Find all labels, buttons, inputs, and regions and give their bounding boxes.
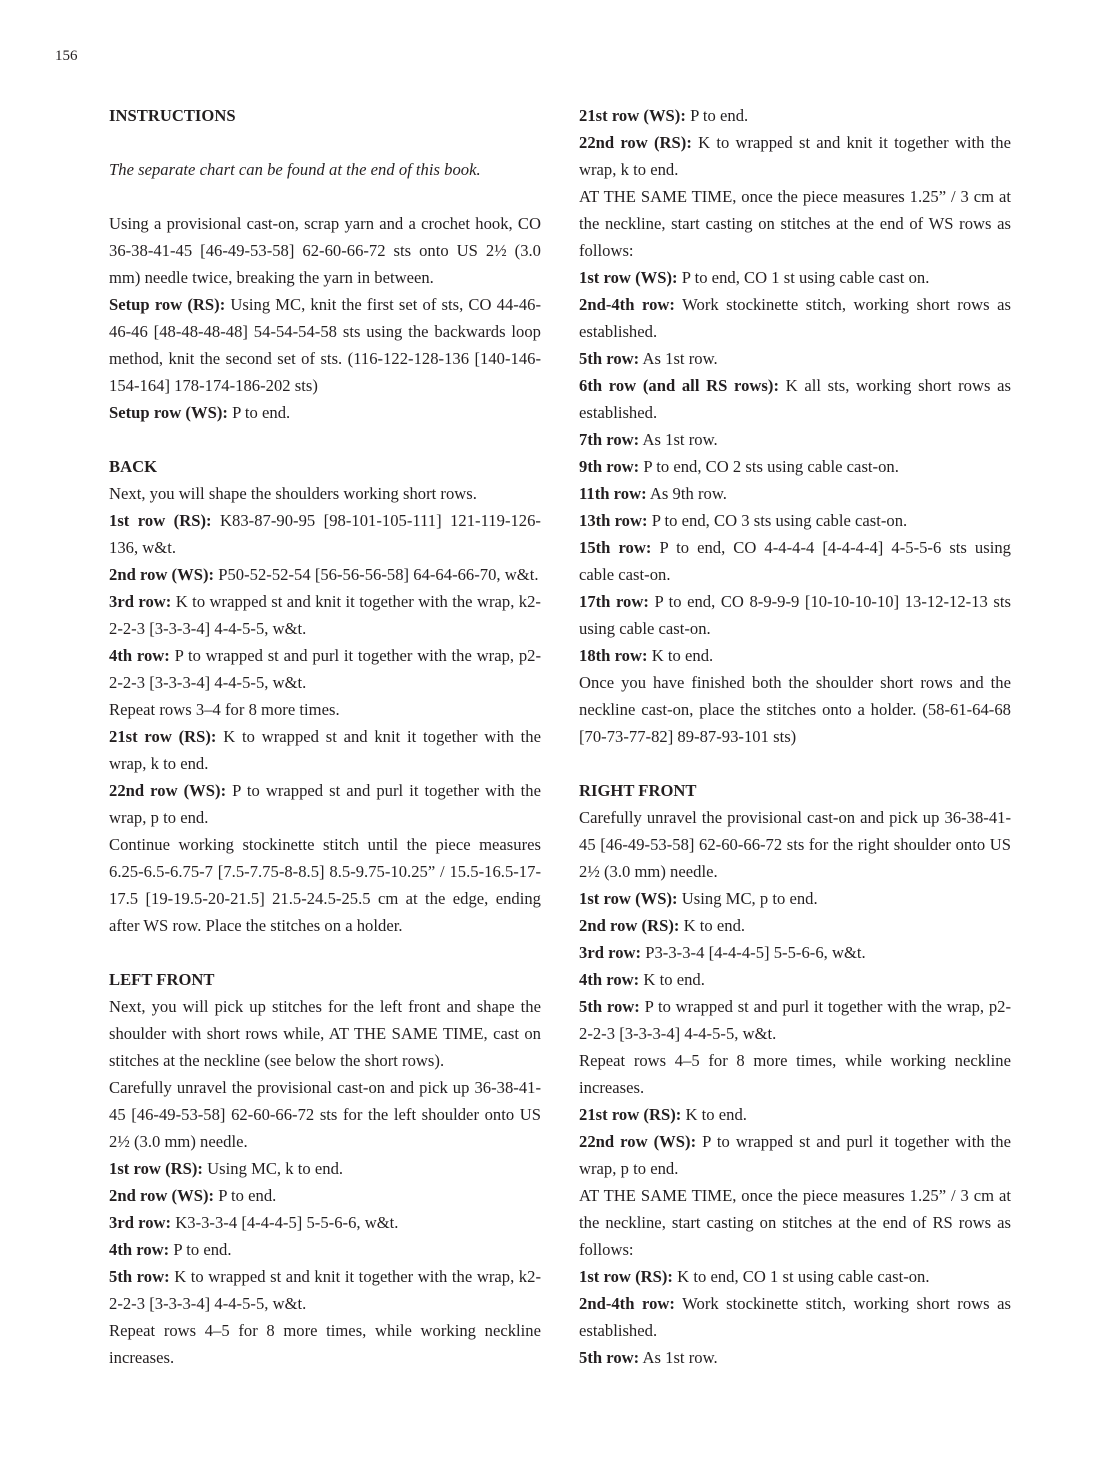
row-text: As 1st row. — [639, 349, 718, 368]
chart-note: The separate chart can be found at the end of this book. — [109, 160, 481, 179]
row-label: 3rd row: — [109, 1213, 172, 1232]
row-text: P to end. — [169, 1240, 232, 1259]
row-label: 5th row: — [109, 1267, 170, 1286]
row-label: 1st row (RS): — [109, 511, 212, 530]
row-label: 17th row: — [579, 592, 649, 611]
row-label: 9th row: — [579, 457, 640, 476]
row-label: 2nd row (WS): — [109, 1186, 215, 1205]
left-front-repeat: Repeat rows 4–5 for 8 more times, while working neckline increases. — [109, 1321, 541, 1367]
row-label: 7th row: — [579, 430, 640, 449]
row-text: P to wrapped st and purl it together with the wrap, p2-2-2-3 [3-3-3-4] 4-4-5-5, w&t. — [579, 997, 1012, 1043]
page-number: 156 — [55, 48, 78, 64]
instruction-row — [579, 1290, 1011, 1344]
row-label: 22nd row (RS): — [579, 133, 692, 152]
row-text: K to end, CO 1 st using cable cast-on. — [672, 1267, 930, 1286]
row-text: K83-87-90-95 [98-101-105-111] 121-119-126-136, w&t. — [109, 511, 541, 557]
instruction-row — [579, 345, 1011, 372]
instruction-row — [109, 588, 541, 642]
row-text: Work stockinette stitch, working short rows as established. — [579, 1294, 1011, 1340]
instruction-row — [579, 1344, 1011, 1371]
instruction-row — [579, 372, 1011, 426]
row-label: 2nd-4th row: — [579, 295, 675, 314]
row-text: P to end, CO 4-4-4-4 [4-4-4-4] 4-5-5-6 sts using cable cast-on. — [579, 538, 1011, 584]
left-column — [109, 102, 541, 1371]
row-text: P to wrapped st and purl it together with the wrap, p to end. — [109, 781, 542, 827]
row-text: K to end. — [679, 916, 746, 935]
instruction-row — [579, 129, 1011, 183]
row-text: K to wrapped st and knit it together with the wrap, k to end. — [109, 727, 541, 773]
instruction-row — [579, 993, 1011, 1047]
instruction-row — [109, 1209, 541, 1236]
instruction-row — [109, 507, 541, 561]
row-label: 4th row: — [109, 646, 170, 665]
row-label: Setup row (RS): — [109, 295, 226, 314]
instruction-row — [109, 723, 541, 777]
instructions-heading: INSTRUCTIONS — [109, 106, 236, 125]
row-label: 2nd row (RS): — [579, 916, 680, 935]
instruction-row — [109, 777, 541, 831]
instruction-row — [109, 1263, 541, 1317]
row-label: 1st row (RS): — [579, 1267, 673, 1286]
left-front-finish: Once you have finished both the shoulder short rows and the neckline cast-on, place the stitches onto a holder. (58-61-64-68 [70-73-77-82] 89-87-93-101 sts) — [579, 673, 1011, 746]
row-label: 21st row (RS): — [109, 727, 217, 746]
row-text: P to wrapped st and purl it together with the wrap, p2-2-2-3 [3-3-3-4] 4-4-5-5, w&t. — [109, 646, 542, 692]
instruction-row — [579, 507, 1011, 534]
row-text: P50-52-52-54 [56-56-56-58] 64-64-66-70, w&t. — [214, 565, 539, 584]
left-front-same-time: AT THE SAME TIME, once the piece measures 1.25” / 3 cm at the neckline, start casting on stitches at the end of WS rows as follows: — [579, 187, 1011, 260]
row-text: P to wrapped st and purl it together with the wrap, p to end. — [579, 1132, 1012, 1178]
row-text: K to wrapped st and knit it together with the wrap, k2-2-2-3 [3-3-3-4] 4-4-5-5, w&t. — [109, 592, 541, 638]
row-label: 1st row (WS): — [579, 889, 678, 908]
row-label: 5th row: — [579, 997, 640, 1016]
row-label: 21st row (WS): — [579, 106, 686, 125]
setup-row-ws — [109, 399, 541, 426]
row-label: 18th row: — [579, 646, 648, 665]
row-label: Setup row (WS): — [109, 403, 228, 422]
instruction-row — [579, 1101, 1011, 1128]
row-label: 6th row (and all RS rows): — [579, 376, 779, 395]
instruction-row — [579, 291, 1011, 345]
row-label: 3rd row: — [109, 592, 172, 611]
instruction-row — [579, 642, 1011, 669]
row-label: 11th row: — [579, 484, 647, 503]
row-text: P3-3-3-4 [4-4-4-5] 5-5-6-6, w&t. — [641, 943, 866, 962]
row-label: 22nd row (WS): — [579, 1132, 697, 1151]
row-text: P to end, CO 8-9-9-9 [10-10-10-10] 13-12-12-13 sts using cable cast-on. — [579, 592, 1011, 638]
row-text: As 1st row. — [639, 430, 718, 449]
row-label: 5th row: — [579, 349, 640, 368]
back-continue: Continue working stockinette stitch until the piece measures 6.25-6.5-6.75-7 [7.5-7.75-8-8.5] 8.5-9.75-10.25” / 15.5-16.5-17-17.5 [19-19.5-20-21.5] 21.5-24.5-25.5 cm at the edge, ending after WS row. Place the stitches on a holder. — [109, 835, 541, 935]
right-column — [579, 102, 1011, 1371]
instruction-row — [579, 480, 1011, 507]
row-label: 5th row: — [579, 1348, 640, 1367]
row-label: 4th row: — [109, 1240, 170, 1259]
instruction-row — [579, 939, 1011, 966]
setup-row-rs — [109, 291, 541, 399]
row-label: 21st row (RS): — [579, 1105, 682, 1124]
row-text: K to end. — [639, 970, 705, 989]
instruction-row — [109, 1182, 541, 1209]
row-text: K to wrapped st and knit it together with the wrap, k to end. — [579, 133, 1011, 179]
row-label: 22nd row (WS): — [109, 781, 227, 800]
row-label: 1st row (WS): — [579, 268, 678, 287]
instruction-row — [579, 912, 1011, 939]
instruction-row — [579, 426, 1011, 453]
instruction-row — [579, 534, 1011, 588]
row-text: K all sts, working short rows as established. — [579, 376, 1011, 422]
left-front-pickup: Carefully unravel the provisional cast-on and pick up 36-38-41-45 [46-49-53-58] 62-60-66-72 sts for the left shoulder onto US 2½ (3.0 mm) needle. — [109, 1078, 541, 1151]
row-text: Using MC, p to end. — [677, 889, 818, 908]
instruction-row — [579, 966, 1011, 993]
row-text: K to wrapped st and knit it together with the wrap, k2-2-2-3 [3-3-3-4] 4-4-5-5, w&t. — [109, 1267, 541, 1313]
row-label: 3rd row: — [579, 943, 642, 962]
row-text: K3-3-3-4 [4-4-4-5] 5-5-6-6, w&t. — [171, 1213, 399, 1232]
instruction-row — [579, 1263, 1011, 1290]
instruction-row — [579, 102, 1011, 129]
left-front-intro: Next, you will pick up stitches for the left front and shape the shoulder with short rows while, AT THE SAME TIME, cast on stitches at the neckline (see below the short rows). — [109, 997, 541, 1070]
back-heading: BACK — [109, 457, 158, 476]
row-label: 1st row (RS): — [109, 1159, 203, 1178]
row-text: P to end. — [227, 403, 291, 422]
row-text: K to end. — [681, 1105, 747, 1124]
row-text: As 1st row. — [639, 1348, 718, 1367]
instruction-row — [579, 264, 1011, 291]
instruction-row — [109, 1236, 541, 1263]
row-text: Work stockinette stitch, working short rows as established. — [579, 295, 1011, 341]
row-text: As 9th row. — [646, 484, 727, 503]
row-label: 4th row: — [579, 970, 640, 989]
row-label: 2nd-4th row: — [579, 1294, 675, 1313]
instruction-row — [579, 588, 1011, 642]
right-front-repeat: Repeat rows 4–5 for 8 more times, while working neckline increases. — [579, 1051, 1011, 1097]
row-label: 13th row: — [579, 511, 648, 530]
row-text: P to end. — [685, 106, 749, 125]
right-front-heading: RIGHT FRONT — [579, 781, 697, 800]
right-front-pickup: Carefully unravel the provisional cast-on and pick up 36-38-41-45 [46-49-53-58] 62-60-66-72 sts for the right shoulder onto US 2½ (3.0 mm) needle. — [579, 808, 1011, 881]
row-text: Using MC, k to end. — [202, 1159, 344, 1178]
left-front-heading: LEFT FRONT — [109, 970, 215, 989]
row-text: K to end. — [647, 646, 714, 665]
instruction-row — [109, 561, 541, 588]
instruction-row — [109, 1155, 541, 1182]
row-text: P to end, CO 2 sts using cable cast-on. — [639, 457, 899, 476]
back-intro: Next, you will shape the shoulders working short rows. — [109, 484, 477, 503]
back-repeat: Repeat rows 3–4 for 8 more times. — [109, 700, 340, 719]
row-text: P to end. — [214, 1186, 277, 1205]
instruction-row — [579, 885, 1011, 912]
instruction-row — [579, 453, 1011, 480]
row-text: Using MC, knit the first set of sts, CO 44-46-46-46 [48-48-48-48] 54-54-54-58 sts using the backwards loop method, knit the second set of sts. (116-122-128-136 [140-146-154-164] 178-174-186-202 sts) — [109, 295, 542, 395]
instruction-row — [109, 642, 541, 696]
row-text: P to end, CO 3 sts using cable cast-on. — [647, 511, 908, 530]
cast-on-paragraph: Using a provisional cast-on, scrap yarn and a crochet hook, CO 36-38-41-45 [46-49-53-58] 62-60-66-72 sts onto US 2½ (3.0 mm) needle twice, breaking the yarn in between. — [109, 214, 541, 287]
row-text: P to end, CO 1 st using cable cast on. — [677, 268, 930, 287]
instruction-row — [579, 1128, 1011, 1182]
row-label: 2nd row (WS): — [109, 565, 215, 584]
right-front-same-time: AT THE SAME TIME, once the piece measures 1.25” / 3 cm at the neckline, start casting on stitches at the end of RS rows as follows: — [579, 1186, 1011, 1259]
row-label: 15th row: — [579, 538, 652, 557]
